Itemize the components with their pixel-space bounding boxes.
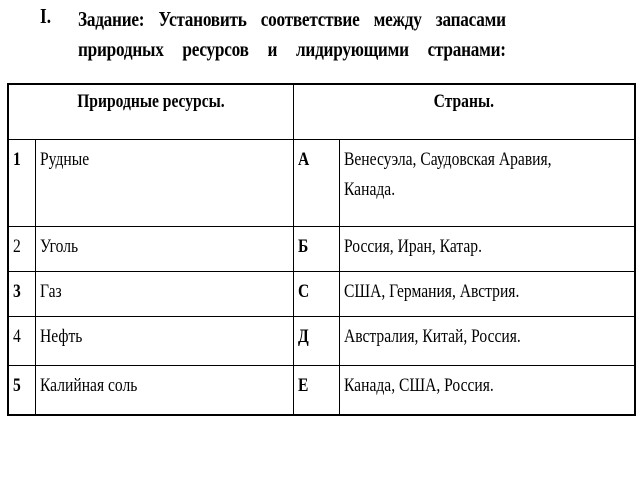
header-resources: Природные ресурсы. — [8, 84, 293, 140]
row-number: 3 — [8, 272, 35, 317]
row-number: 4 — [8, 317, 35, 366]
resource-cell: Уголь — [35, 227, 293, 272]
table-row — [8, 317, 635, 366]
task-heading — [40, 4, 600, 64]
header-countries: Страны. — [293, 84, 635, 140]
countries-cell: Австралия, Китай, Россия. — [339, 317, 635, 366]
row-number: 5 — [8, 366, 35, 416]
row-number: 2 — [8, 227, 35, 272]
row-number: 1 — [8, 140, 35, 227]
table-row — [8, 272, 635, 317]
letter-cell: Е — [293, 366, 339, 416]
countries-cell: США, Германия, Австрия. — [339, 272, 635, 317]
resource-cell: Рудные — [35, 140, 293, 227]
table-header-row — [8, 84, 635, 140]
task-instruction — [78, 4, 506, 64]
letter-cell: А — [293, 140, 339, 227]
resource-cell: Газ — [35, 272, 293, 317]
task-line-2: природных ресурсов и лидирующими странами: — [78, 37, 507, 61]
resource-cell: Нефть — [35, 317, 293, 366]
table-row — [8, 140, 635, 227]
countries-cell: Венесуэла, Саудовская Аравия, Канада. — [339, 140, 635, 227]
task-line-1: Задание: Установить соответствие между запасами — [78, 7, 507, 31]
table-row — [8, 227, 635, 272]
countries-cell: Канада, США, Россия. — [339, 366, 635, 416]
letter-cell: Д — [293, 317, 339, 366]
letter-cell: С — [293, 272, 339, 317]
table-row — [8, 366, 635, 416]
letter-cell: Б — [293, 227, 339, 272]
resource-cell: Калийная соль — [35, 366, 293, 416]
matching-table — [7, 83, 636, 416]
task-number: I. — [40, 4, 52, 28]
countries-cell: Россия, Иран, Катар. — [339, 227, 635, 272]
